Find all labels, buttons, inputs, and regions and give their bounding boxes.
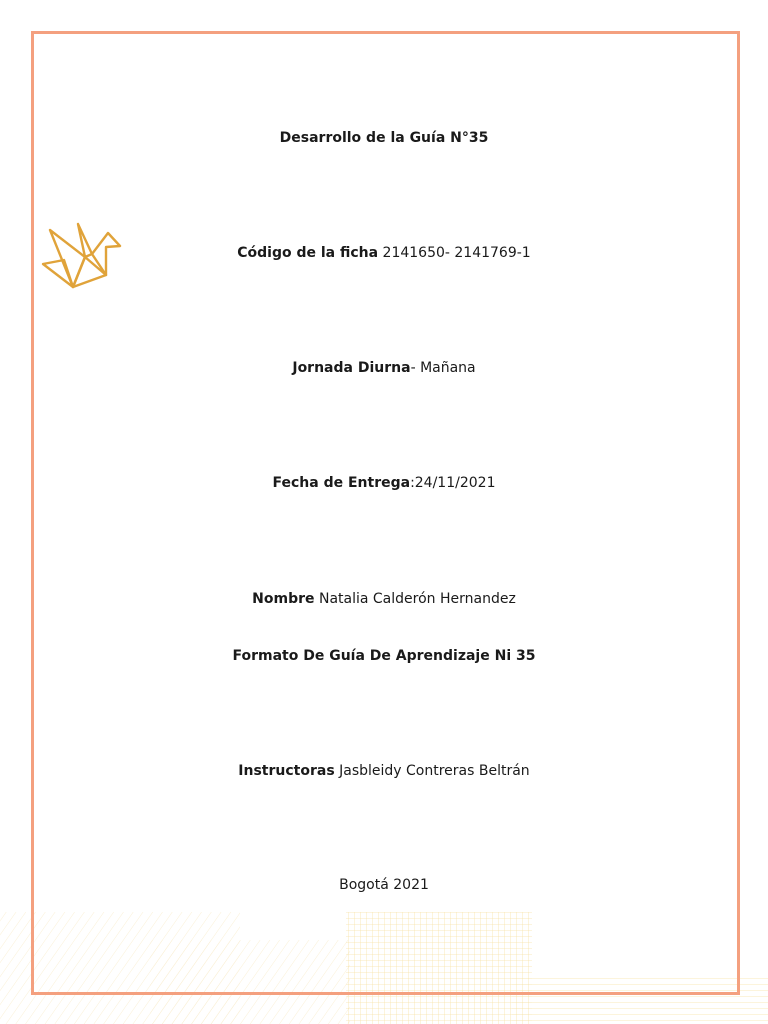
ficha-label: Código de la ficha xyxy=(237,245,379,261)
instructoras-line xyxy=(0,762,768,780)
instructoras-label: Instructoras xyxy=(238,763,335,779)
nombre-label: Nombre xyxy=(252,591,315,607)
ficha-value: 2141650- 2141769-1 xyxy=(378,245,531,261)
fecha-value: :24/11/2021 xyxy=(410,475,496,491)
fecha-label: Fecha de Entrega xyxy=(272,475,411,491)
document-title xyxy=(0,129,768,147)
ficha-line xyxy=(0,244,768,262)
jornada-value: - Mañana xyxy=(410,360,476,376)
nombre-line xyxy=(0,590,768,608)
footer-text: Bogotá 2021 xyxy=(339,877,429,893)
instructoras-value: Jasbleidy Contreras Beltrán xyxy=(334,763,530,779)
jornada-line xyxy=(0,359,768,377)
formato-line xyxy=(0,647,768,665)
formato-text: Formato De Guía De Aprendizaje Ni 35 xyxy=(232,648,536,664)
fecha-line xyxy=(0,474,768,492)
page-border-frame xyxy=(31,31,740,995)
jornada-label: Jornada Diurna xyxy=(292,360,411,376)
footer-line xyxy=(0,876,768,894)
title-text: Desarrollo de la Guía N°35 xyxy=(279,130,489,146)
nombre-value: Natalia Calderón Hernandez xyxy=(314,591,516,607)
